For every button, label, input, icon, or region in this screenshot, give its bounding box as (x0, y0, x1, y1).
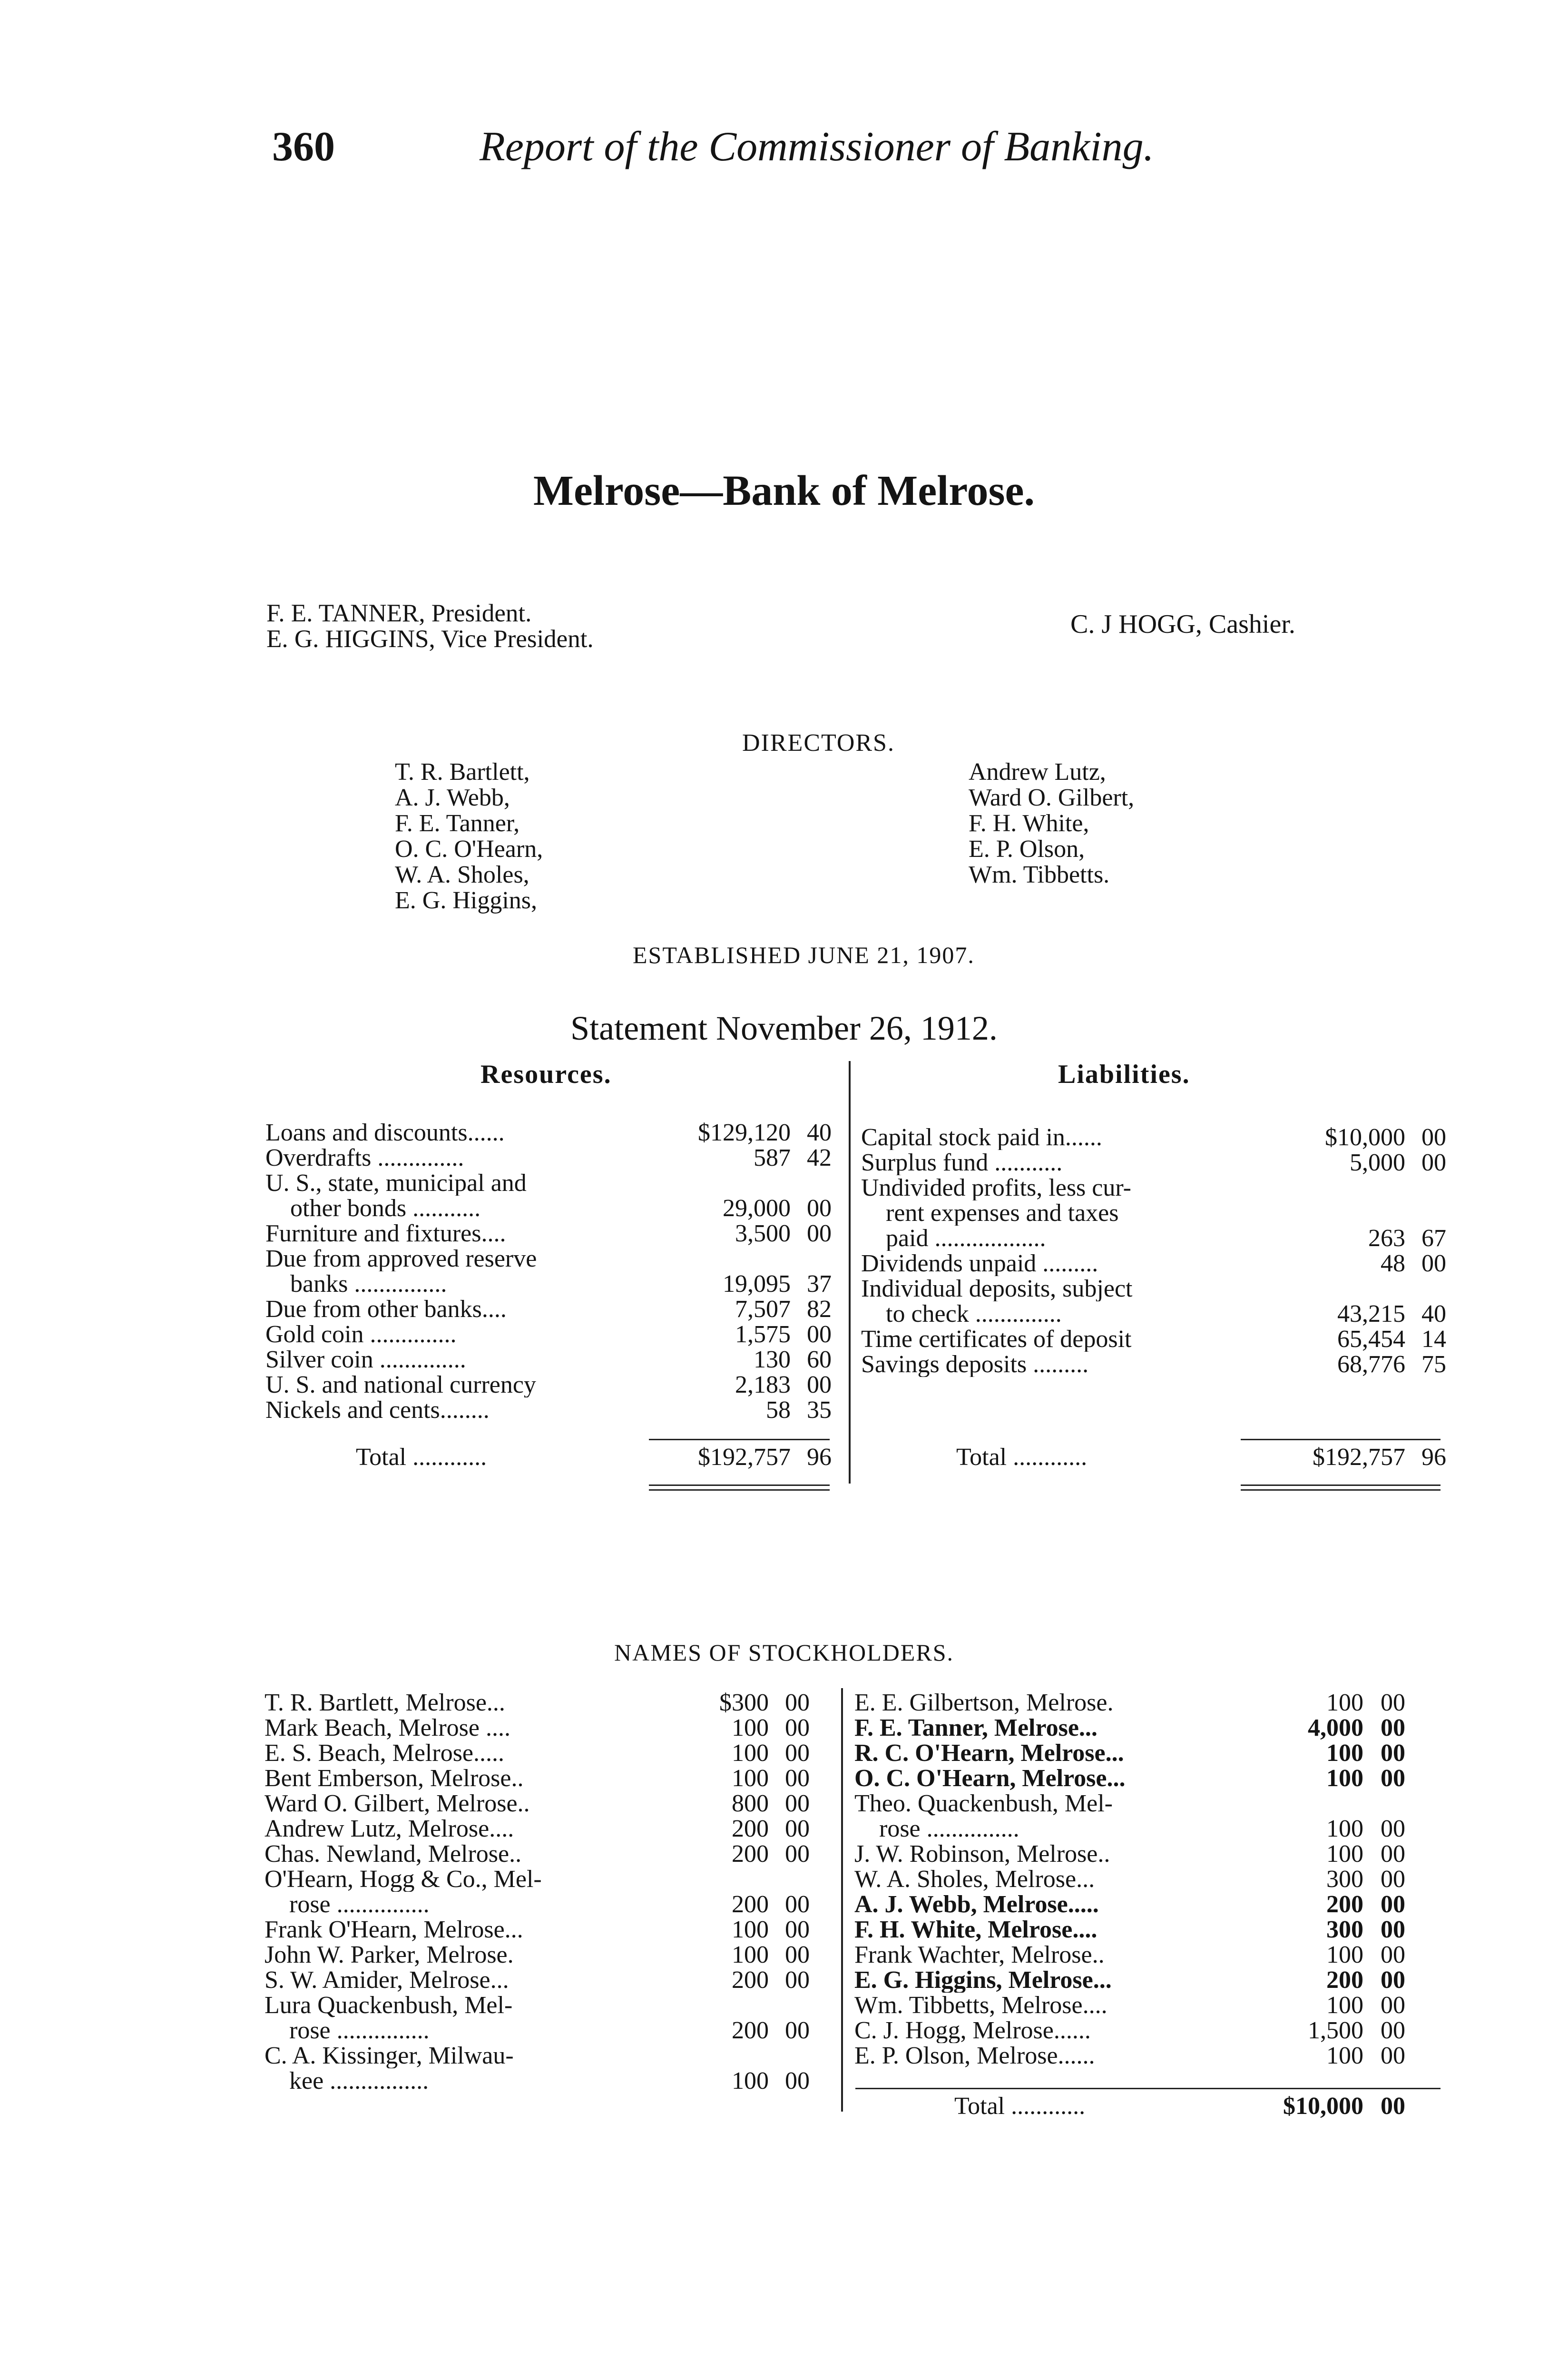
stockholder-row (854, 1942, 1449, 1967)
stockholder-row-dollars: 100 (1326, 1992, 1363, 2019)
stockholder-row (854, 1690, 1449, 1715)
statement-column-divider (849, 1061, 851, 1484)
stockholder-row-cents: 00 (785, 1966, 810, 1994)
stockholder-row-cents: 00 (1381, 1941, 1405, 1968)
stockholders-heading: NAMES OF STOCKHOLDERS. (614, 1639, 954, 1666)
stockholder-row-dollars: 100 (732, 2067, 769, 2094)
resources-total-dollars: $192,757 (698, 1444, 791, 1471)
stockholders-sum-rule (855, 2088, 1441, 2089)
stockholder-row-cents: 00 (1381, 1765, 1405, 1792)
stockholder-row-cents: 00 (1381, 1714, 1405, 1741)
stockholder-row-dollars: 100 (1326, 1815, 1363, 1842)
stockholder-row-cents: 00 (1381, 1966, 1405, 1994)
resource-row-label: Loans and discounts...... (265, 1120, 505, 1145)
resource-row-dollars: 3,500 (735, 1220, 791, 1247)
stockholder-row-cents: 00 (1381, 1840, 1405, 1868)
stockholder-row-label: R. C. O'Hearn, Melrose... (854, 1740, 1124, 1766)
officer-president: F. E. TANNER, President. (266, 600, 532, 627)
stockholders-column-divider (841, 1688, 843, 2112)
liability-row-dollars: 43,215 (1337, 1300, 1405, 1327)
stockholder-row-dollars: 800 (732, 1790, 769, 1817)
stockholder-row-dollars: 100 (732, 1740, 769, 1767)
stockholder-row-label: O'Hearn, Hogg & Co., Mel- (265, 1867, 542, 1892)
director: A. J. Webb, (395, 784, 510, 811)
liability-row (861, 1175, 1456, 1200)
stockholders-total-dollars: $10,000 (1283, 2093, 1363, 2120)
stockholder-row-label: E. E. Gilbertson, Melrose. (854, 1690, 1114, 1715)
resources-total (265, 1445, 836, 1470)
bank-title: Melrose—Bank of Melrose. (533, 467, 1035, 514)
resource-row-label: U. S. and national currency (265, 1372, 536, 1397)
stockholder-row-dollars: 1,500 (1308, 2017, 1363, 2044)
stockholder-row (854, 1715, 1449, 1740)
liability-row-label: Dividends unpaid ......... (861, 1251, 1098, 1276)
stockholder-row-cents: 00 (785, 1740, 810, 1767)
resource-row (265, 1170, 836, 1196)
stockholder-row-cents: 00 (1381, 1815, 1405, 1842)
director: E. P. Olson, (969, 836, 1085, 863)
stockholder-row-cents: 00 (1381, 1689, 1405, 1716)
stockholder-row-dollars: 200 (732, 1891, 769, 1918)
stockholder-row-label: J. W. Robinson, Melrose.. (854, 1841, 1110, 1867)
stockholder-row (854, 1791, 1449, 1816)
stockholder-row (854, 2018, 1449, 2043)
director: F. H. White, (969, 810, 1089, 837)
stockholder-row-cents: 00 (1381, 1916, 1405, 1943)
stockholder-row-label: O. C. O'Hearn, Melrose... (854, 1766, 1126, 1791)
liability-row (861, 1301, 1456, 1327)
stockholder-row (854, 1867, 1449, 1892)
directors-heading: DIRECTORS. (742, 729, 895, 757)
stockholder-row (265, 1816, 835, 1841)
stockholder-row (854, 1993, 1449, 2018)
stockholder-row-label: Bent Emberson, Melrose.. (265, 1766, 524, 1791)
stockholder-row-dollars: 300 (1326, 1866, 1363, 1893)
directors-left-list (395, 759, 543, 914)
resource-row-cents: 00 (807, 1195, 832, 1222)
resource-row-label: Gold coin .............. (265, 1322, 457, 1347)
liability-row-cents: 67 (1421, 1225, 1446, 1252)
resource-row-dollars: 29,000 (723, 1195, 791, 1222)
stockholder-row-label: W. A. Sholes, Melrose... (854, 1867, 1095, 1892)
stockholder-row-label: kee ................ (265, 2068, 429, 2094)
resources-sum-rule (649, 1439, 830, 1440)
stockholder-row (265, 1766, 835, 1791)
stockholder-row (265, 1917, 835, 1942)
resource-row (265, 1196, 836, 1221)
stockholder-row-cents: 00 (785, 1815, 810, 1842)
stockholder-row (265, 1715, 835, 1740)
liability-row (861, 1276, 1456, 1301)
stockholder-row-cents: 00 (785, 1891, 810, 1918)
stockholder-row (265, 1791, 835, 1816)
resource-row (265, 1246, 836, 1271)
running-title: Report of the Commissioner of Banking. (480, 124, 1154, 170)
liability-row (861, 1226, 1456, 1251)
liability-row-label: Surplus fund ........... (861, 1150, 1063, 1175)
stockholder-row-cents: 00 (1381, 1992, 1405, 2019)
director: T. R. Bartlett, (395, 758, 530, 786)
resource-row-label: other bonds ........... (265, 1196, 481, 1221)
stockholder-row-cents: 00 (785, 1714, 810, 1741)
resource-row (265, 1221, 836, 1246)
resource-row (265, 1397, 836, 1423)
stockholder-row (854, 1967, 1449, 1993)
stockholder-row-label: A. J. Webb, Melrose..... (854, 1892, 1099, 1917)
resource-row-label: U. S., state, municipal and (265, 1170, 527, 1196)
resource-row-cents: 60 (807, 1346, 832, 1373)
resource-row-dollars: $129,120 (698, 1119, 791, 1146)
stockholder-row-label: E. G. Higgins, Melrose... (854, 1967, 1112, 1993)
director: Wm. Tibbetts. (969, 861, 1110, 888)
resource-row (265, 1271, 836, 1297)
statement-title: Statement November 26, 1912. (570, 1009, 998, 1047)
stockholder-row-dollars: 200 (1326, 1966, 1363, 1994)
stockholder-row-dollars: 100 (1326, 1740, 1363, 1767)
stockholder-row-dollars: 200 (732, 1815, 769, 1842)
stockholder-row (265, 1867, 835, 1892)
stockholder-row-label: rose ............... (265, 2018, 430, 2043)
liability-row-dollars: 5,000 (1350, 1149, 1405, 1176)
resource-row-dollars: 587 (754, 1144, 791, 1171)
resource-row-cents: 40 (807, 1119, 832, 1146)
resources-total-double-rule (649, 1489, 830, 1491)
liability-row-label: Capital stock paid in...... (861, 1125, 1102, 1150)
officers (266, 600, 594, 652)
stockholder-row-label: C. A. Kissinger, Milwau- (265, 2043, 514, 2068)
stockholder-row-cents: 00 (1381, 2042, 1405, 2069)
stockholder-row (854, 1917, 1449, 1942)
stockholder-row-label: E. P. Olson, Melrose...... (854, 2043, 1095, 2068)
stockholder-row-dollars: 300 (1326, 1916, 1363, 1943)
liability-row (861, 1200, 1456, 1226)
liabilities-total (861, 1445, 1456, 1470)
stockholder-row-dollars: 100 (1326, 1941, 1363, 1968)
resource-row (265, 1145, 836, 1170)
liability-row (861, 1251, 1456, 1276)
liability-row-dollars: 65,454 (1337, 1326, 1405, 1353)
liability-row-cents: 00 (1421, 1149, 1446, 1176)
resources-total-label: Total ............ (356, 1445, 487, 1470)
stockholder-row-dollars: 200 (732, 2017, 769, 2044)
stockholder-row (854, 1766, 1449, 1791)
stockholder-row-cents: 00 (785, 1765, 810, 1792)
director: Andrew Lutz, (969, 758, 1106, 786)
director: E. G. Higgins, (395, 887, 537, 914)
stockholder-row-cents: 00 (1381, 1866, 1405, 1893)
stockholder-row-label: T. R. Bartlett, Melrose... (265, 1690, 505, 1715)
liability-row-cents: 14 (1421, 1326, 1446, 1353)
stockholder-row-label: F. E. Tanner, Melrose... (854, 1715, 1098, 1740)
stockholder-row-dollars: 100 (1326, 1689, 1363, 1716)
stockholder-row (265, 1942, 835, 1967)
liabilities-sum-rule (1241, 1439, 1441, 1440)
director: W. A. Sholes, (395, 861, 529, 888)
stockholder-row-label: John W. Parker, Melrose. (265, 1942, 514, 1967)
resource-row-cents: 00 (807, 1220, 832, 1247)
resource-row (265, 1347, 836, 1372)
liabilities-total-double-rule (1241, 1489, 1441, 1491)
stockholder-row-label: Frank O'Hearn, Melrose... (265, 1917, 523, 1942)
stockholder-row (265, 1993, 835, 2018)
liability-row (861, 1150, 1456, 1175)
stockholder-row-cents: 00 (785, 1941, 810, 1968)
stockholder-row (265, 1841, 835, 1867)
resource-row-label: banks ............... (265, 1271, 447, 1297)
stockholder-row-dollars: 100 (1326, 2042, 1363, 2069)
resource-row-dollars: 7,507 (735, 1296, 791, 1323)
resource-row (265, 1297, 836, 1322)
stockholder-row-cents: 00 (785, 1840, 810, 1868)
stockholder-row-label: rose ............... (854, 1816, 1019, 1841)
resource-row-dollars: 58 (766, 1396, 791, 1424)
stockholder-row (265, 1967, 835, 1993)
stockholder-row (854, 2043, 1449, 2068)
liability-row (861, 1352, 1456, 1377)
stockholder-row-dollars: 100 (1326, 1765, 1363, 1792)
page-number: 360 (272, 124, 335, 170)
resource-row (265, 1120, 836, 1145)
stockholder-row-cents: 00 (785, 1689, 810, 1716)
liability-row-label: Undivided profits, less cur- (861, 1175, 1131, 1200)
liability-row-label: Time certificates of deposit (861, 1327, 1132, 1352)
stockholder-row-dollars: 4,000 (1308, 1714, 1363, 1741)
stockholder-row (265, 2018, 835, 2043)
officer-cashier: C. J HOGG, Cashier. (1070, 609, 1295, 639)
resource-row-cents: 00 (807, 1371, 832, 1398)
stockholder-row-label: Frank Wachter, Melrose.. (854, 1942, 1105, 1967)
liability-row-cents: 00 (1421, 1250, 1446, 1277)
established-date: ESTABLISHED JUNE 21, 1907. (633, 942, 975, 968)
stockholder-row-label: Lura Quackenbush, Mel- (265, 1993, 513, 2018)
director: F. E. Tanner, (395, 810, 520, 837)
stockholder-row-label: Mark Beach, Melrose .... (265, 1715, 510, 1740)
director: O. C. O'Hearn, (395, 836, 543, 863)
resource-row-label: Nickels and cents........ (265, 1397, 490, 1423)
liability-row-cents: 75 (1421, 1351, 1446, 1378)
stockholder-row-dollars: 100 (1326, 1840, 1363, 1868)
stockholder-row-cents: 00 (785, 1790, 810, 1817)
stockholder-row (854, 1740, 1449, 1766)
stockholder-row (265, 2043, 835, 2068)
resource-row (265, 1322, 836, 1347)
stockholder-row-dollars: 100 (732, 1714, 769, 1741)
resources-heading: Resources. (480, 1060, 612, 1089)
liability-row-dollars: 68,776 (1337, 1351, 1405, 1378)
officer-vice-president: E. G. HIGGINS, Vice President. (266, 625, 594, 653)
stockholder-row (265, 2068, 835, 2094)
stockholder-row-label: S. W. Amider, Melrose... (265, 1967, 509, 1993)
stockholder-row-label: Ward O. Gilbert, Melrose.. (265, 1791, 530, 1816)
resource-row-label: Silver coin .............. (265, 1347, 466, 1372)
resource-row-dollars: 130 (754, 1346, 791, 1373)
stockholder-row-dollars: 100 (732, 1765, 769, 1792)
stockholder-row-label: C. J. Hogg, Melrose...... (854, 2018, 1091, 2043)
resource-row-dollars: 1,575 (735, 1321, 791, 1348)
resource-row-cents: 35 (807, 1396, 832, 1424)
resources-total-double-rule (649, 1484, 830, 1486)
stockholder-row-label: F. H. White, Melrose.... (854, 1917, 1098, 1942)
stockholder-row-dollars: 200 (1326, 1891, 1363, 1918)
stockholders-total-cents: 00 (1381, 2093, 1405, 2120)
resource-row-cents: 42 (807, 1144, 832, 1171)
liabilities-total-cents: 96 (1421, 1444, 1446, 1471)
liability-row-label: to check .............. (861, 1301, 1062, 1327)
stockholder-row-label: E. S. Beach, Melrose..... (265, 1740, 505, 1766)
stockholder-row-label: Wm. Tibbetts, Melrose.... (854, 1993, 1107, 2018)
resource-row-cents: 82 (807, 1296, 832, 1323)
stockholder-row (265, 1740, 835, 1766)
resource-row-cents: 00 (807, 1321, 832, 1348)
stockholder-row-label: Chas. Newland, Melrose.. (265, 1841, 522, 1867)
resource-row-dollars: 19,095 (723, 1270, 791, 1298)
liability-row (861, 1327, 1456, 1352)
stockholder-row (854, 1816, 1449, 1841)
stockholder-row-dollars: 200 (732, 1966, 769, 1994)
liability-row-label: rent expenses and taxes (861, 1200, 1119, 1226)
stockholder-row (265, 1892, 835, 1917)
liability-row-cents: 40 (1421, 1300, 1446, 1327)
liability-row-dollars: 263 (1368, 1225, 1405, 1252)
liability-row (861, 1125, 1456, 1150)
stockholder-row-cents: 00 (1381, 1740, 1405, 1767)
liability-row-dollars: 48 (1381, 1250, 1405, 1277)
resource-row-dollars: 2,183 (735, 1371, 791, 1398)
director: Ward O. Gilbert, (969, 784, 1135, 811)
stockholder-row (265, 1690, 835, 1715)
directors-right-list (969, 759, 1134, 888)
liability-row-label: Individual deposits, subject (861, 1276, 1133, 1301)
liability-row-label: paid .................. (861, 1226, 1046, 1251)
liability-row-label: Savings deposits ......... (861, 1352, 1089, 1377)
stockholder-row (854, 1892, 1449, 1917)
resource-row-label: Due from approved reserve (265, 1246, 537, 1271)
resource-row-label: Due from other banks.... (265, 1297, 507, 1322)
stockholder-row-cents: 00 (1381, 2017, 1405, 2044)
resource-row-label: Overdrafts .............. (265, 1145, 464, 1170)
resources-total-cents: 96 (807, 1444, 832, 1471)
stockholder-row-dollars: 100 (732, 1941, 769, 1968)
stockholder-row (854, 1841, 1449, 1867)
stockholder-row-dollars: 200 (732, 1840, 769, 1868)
liabilities-total-label: Total ............ (956, 1445, 1088, 1470)
liabilities-total-dollars: $192,757 (1313, 1444, 1405, 1471)
stockholders-total-label: Total ............ (954, 2094, 1086, 2119)
liability-row-dollars: $10,000 (1325, 1124, 1405, 1151)
stockholder-row-label: Andrew Lutz, Melrose.... (265, 1816, 514, 1841)
stockholder-row-cents: 00 (1381, 1891, 1405, 1918)
stockholder-row-cents: 00 (785, 2017, 810, 2044)
liability-row-cents: 00 (1421, 1124, 1446, 1151)
stockholder-row-cents: 00 (785, 2067, 810, 2094)
liabilities-heading: Liabilities. (1058, 1060, 1190, 1089)
liabilities-total-double-rule (1241, 1484, 1441, 1486)
stockholder-row-label: rose ............... (265, 1892, 430, 1917)
resource-row (265, 1372, 836, 1397)
resource-row-cents: 37 (807, 1270, 832, 1298)
stockholder-row-cents: 00 (785, 1916, 810, 1943)
stockholder-row-label: Theo. Quackenbush, Mel- (854, 1791, 1113, 1816)
stockholder-row-dollars: $300 (719, 1689, 769, 1716)
stockholders-total (854, 2094, 1449, 2119)
resource-row-label: Furniture and fixtures.... (265, 1221, 506, 1246)
stockholder-row-dollars: 100 (732, 1916, 769, 1943)
